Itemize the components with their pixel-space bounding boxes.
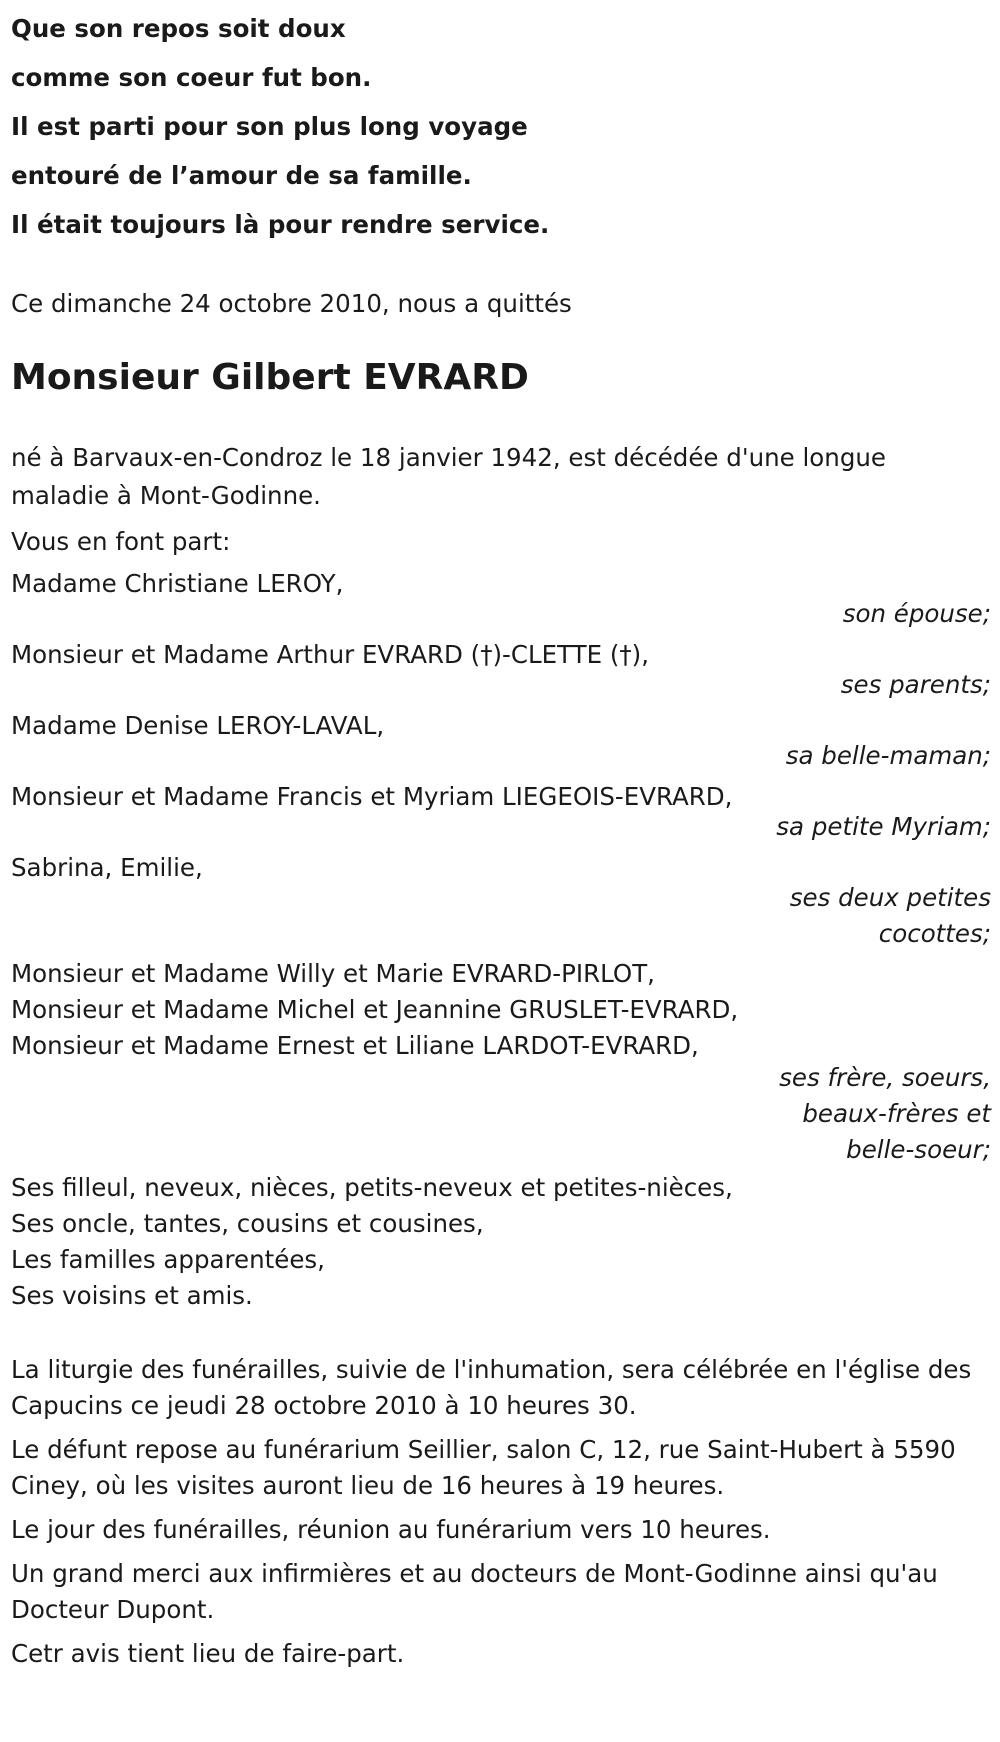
family-entry xyxy=(11,707,991,774)
closing-text: Cetr avis tient lieu de faire-part. xyxy=(11,1639,405,1668)
relatives-line: Ses filleul, neveux, nièces, petits-neveux et petites-nièces, xyxy=(11,1173,733,1202)
family-entry xyxy=(11,849,991,952)
relatives-line: Ses oncle, tantes, cousins et cousines, xyxy=(11,1209,484,1238)
deceased-name: Monsieur Gilbert EVRARD xyxy=(11,357,529,398)
other-relatives xyxy=(11,1170,991,1314)
thanks-text: Un grand merci aux infirmières et au docteurs de Mont-Godinne ainsi qu'au Docteur Dupont. xyxy=(11,1559,938,1624)
sibling-names: Monsieur et Madame Ernest et Liliane LARDOT-EVRARD, xyxy=(11,1031,699,1060)
family-entry xyxy=(11,636,991,703)
poem-line: comme son coeur fut bon. xyxy=(11,63,372,92)
poem xyxy=(11,4,991,249)
sibling-names: Monsieur et Madame Michel et Jeannine GRUSLET-EVRARD, xyxy=(11,995,739,1024)
family-names: Madame Denise LEROY-LAVAL, xyxy=(11,711,385,740)
siblings-role: ses frère, soeurs, beaux-frères et belle-soeur; xyxy=(779,1063,991,1164)
meeting-text: Le jour des funérailles, réunion au funérarium vers 10 heures. xyxy=(11,1515,771,1544)
family-names: Monsieur et Madame Francis et Myriam LIEGEOIS-EVRARD, xyxy=(11,782,733,811)
relatives-line: Ses voisins et amis. xyxy=(11,1281,253,1310)
family-role: sa belle-maman; xyxy=(785,741,991,770)
rest-text: Le défunt repose au funérarium Seillier, salon C, 12, rue Saint-Hubert à 5590 Ciney, où les visites auront lieu de 16 heures à 19 heures. xyxy=(11,1435,956,1500)
death-intro: Ce dimanche 24 octobre 2010, nous a quittés xyxy=(11,289,572,318)
birth-text: né à Barvaux-en-Condroz le 18 janvier 1942, est décédée d'une longue maladie à Mont-Godinne. xyxy=(11,443,886,510)
family-role: ses deux petites cocottes; xyxy=(789,883,991,948)
family-role: sa petite Myriam; xyxy=(776,812,991,841)
poem-line: Il est parti pour son plus long voyage xyxy=(11,112,528,141)
family-names: Madame Christiane LEROY, xyxy=(11,569,344,598)
poem-line: Que son repos soit doux xyxy=(11,14,346,43)
family-entry xyxy=(11,565,991,632)
poem-line: entouré de l’amour de sa famille. xyxy=(11,161,472,190)
family-role: ses parents; xyxy=(840,670,991,699)
family-role: son épouse; xyxy=(842,599,991,628)
obituary-content xyxy=(11,4,991,1672)
poem-line: Il était toujours là pour rendre service. xyxy=(11,210,550,239)
siblings-group xyxy=(11,956,991,1168)
family-names: Monsieur et Madame Arthur EVRARD (†)-CLETTE (†), xyxy=(11,640,650,669)
sibling-names: Monsieur et Madame Willy et Marie EVRARD-PIRLOT, xyxy=(11,959,655,988)
relatives-line: Les familles apparentées, xyxy=(11,1245,325,1274)
funeral-text: La liturgie des funérailles, suivie de l'inhumation, sera célébrée en l'église des Capucins ce jeudi 28 octobre 2010 à 10 heures 30. xyxy=(11,1355,972,1420)
family-names: Sabrina, Emilie, xyxy=(11,853,203,882)
announce-text: Vous en font part: xyxy=(11,527,231,556)
family-entry xyxy=(11,778,991,845)
